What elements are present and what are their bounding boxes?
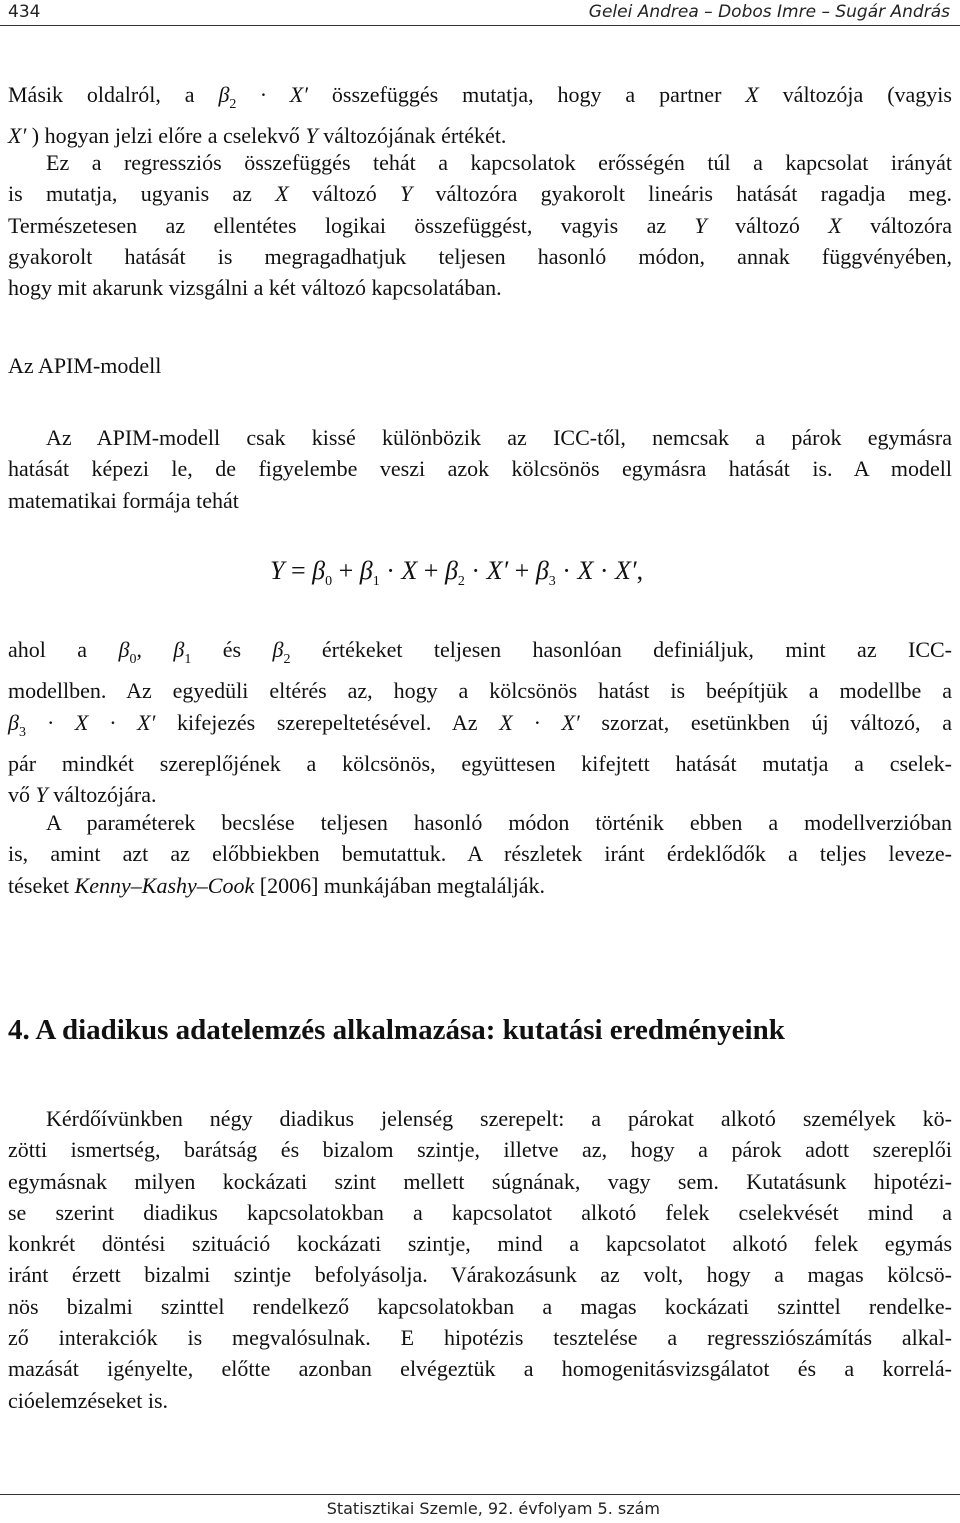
- paragraph-5: [8, 807, 952, 901]
- paragraph-line: is mutatja, ugyanis az X változó Y változóra gyakorolt lineáris hatását ragadja meg.: [8, 181, 953, 207]
- paragraph-line: egymásnak milyen kockázati szint mellett súgnának, vagy sem. Kutatásunk hipotézi-: [8, 1168, 952, 1194]
- paragraph-line: mazását igényelte, előtte azonban elvégeztük a homogenitásvizsgálatot és a korrelá-: [8, 1356, 952, 1382]
- header-rule: [0, 25, 960, 26]
- section-heading-apim: Az APIM-modell: [8, 353, 162, 378]
- paragraph-line: $\beta_3 \cdot X \cdot X'$ kifejezés szerepeltetésével. Az X · X′ szorzat, esetünkben új változó, a: [8, 709, 952, 740]
- paragraph-line: matematikai formája tehát: [8, 487, 239, 513]
- paragraph-line: is, amint azt az előbbiekben bemutattuk. A részletek iránt érdeklődők a teljes leveze-: [8, 841, 952, 867]
- paragraph-line: pár mindkét szereplőjének a kölcsönös, együttesen kifejtett hatását mutatja a cselek-: [8, 750, 952, 776]
- paragraph-line: iránt érzett bizalmi szintje befolyásolja. Várakozásunk az volt, hogy a magas kölcsö-: [8, 1262, 952, 1288]
- section-heading-4: 4. A diadikus adatelemzés alkalmazása: kutatási eredményeink: [8, 1014, 785, 1046]
- paragraph-line: gyakorolt hatását is megragadhatjuk teljesen hasonló módon, annak függvényében,: [8, 243, 952, 269]
- paragraph-line: Másik oldalról, a $\beta_2 \cdot X'$ összefüggés mutatja, hogy a partner X változója (vagyis: [8, 82, 952, 112]
- paragraph-line: ahol a $\beta_0$, $\beta_1$ és $\beta_2$ értékeket teljesen hasonlóan definiáljuk, mint az ICC-: [8, 637, 952, 667]
- journal-name: Statisztikai Szemle, 92. évfolyam 5. szám: [326, 1499, 660, 1518]
- paragraph-line: cióelemzéseket is.: [8, 1387, 169, 1413]
- paragraph-4: [8, 634, 952, 810]
- paragraph-line: Ez a regressziós összefüggés tehát a kapcsolatok erősségén túl a kapcsolat irányát: [46, 150, 952, 175]
- paragraph-line: nös bizalmi szinttel rendelkező kapcsolatokban a magas kockázati szinttel rendelke-: [8, 1293, 952, 1319]
- running-header-authors: Gelei Andrea – Dobos Imre – Sugár András: [588, 2, 950, 22]
- paragraph-line: modellben. Az egyedüli eltérés az, hogy a kölcsönös hatást is beépítjük a modellbe a: [8, 678, 952, 704]
- paragraph-6: [8, 1103, 952, 1416]
- paragraph-line: Kérdőívünkben négy diadikus jelenség szerepelt: a párokat alkotó személyek kö-: [46, 1106, 952, 1131]
- paragraph-line: Az APIM-modell csak kissé különbözik az ICC-től, nemcsak a párok egymásra: [46, 425, 952, 450]
- paragraph-line: konkrét döntési szituáció kockázati szintje, mind a kapcsolatot alkotó felek egymás: [8, 1231, 952, 1257]
- paragraph-line: téseket Kenny–Kashy–Cook [2006] munkájában megtalálják.: [8, 872, 546, 898]
- paragraph-1: [8, 79, 952, 152]
- page-number: 434: [8, 2, 41, 22]
- paragraph-line: A paraméterek becslése teljesen hasonló módon történik ebben a modellverzióban: [46, 810, 952, 835]
- running-footer: [0, 1494, 960, 1518]
- running-header: [0, 0, 960, 26]
- apim-formula: $Y = \beta_0 + \beta_1 \cdot X + \beta_2 \cdot X' + \beta_3 \cdot X \cdot X'$,: [270, 556, 644, 589]
- paragraph-line: vő Y változójára.: [8, 782, 157, 808]
- paragraph-line: hogy mit akarunk vizsgálni a két változó kapcsolatában.: [8, 275, 502, 301]
- paragraph-line: Természetesen az ellentétes logikai összefüggést, vagyis az Y változó X változóra: [8, 212, 952, 238]
- citation-authors: Kenny–Kashy–Cook: [74, 872, 255, 898]
- paragraph-line: hatását képezi le, de figyelembe veszi azok kölcsönös egymásra hatását is. A modell: [8, 456, 952, 482]
- paragraph-2: [8, 147, 952, 303]
- paragraph-line: ző interakciók is megvalósulnak. E hipotézis tesztelése a regressziószámítás alkal-: [8, 1325, 952, 1351]
- paragraph-line: se szerint diadikus kapcsolatokban a kapcsolatot alkotó felek cselekvését mind a: [8, 1199, 952, 1225]
- paragraph-3: [8, 422, 952, 516]
- paragraph-line: X′ ) hogyan jelzi előre a cselekvő Y változójának értékét.: [8, 123, 507, 149]
- paragraph-line: zötti ismertség, barátság és bizalom szintje, illetve az, hogy a párok adott szereplői: [8, 1137, 952, 1163]
